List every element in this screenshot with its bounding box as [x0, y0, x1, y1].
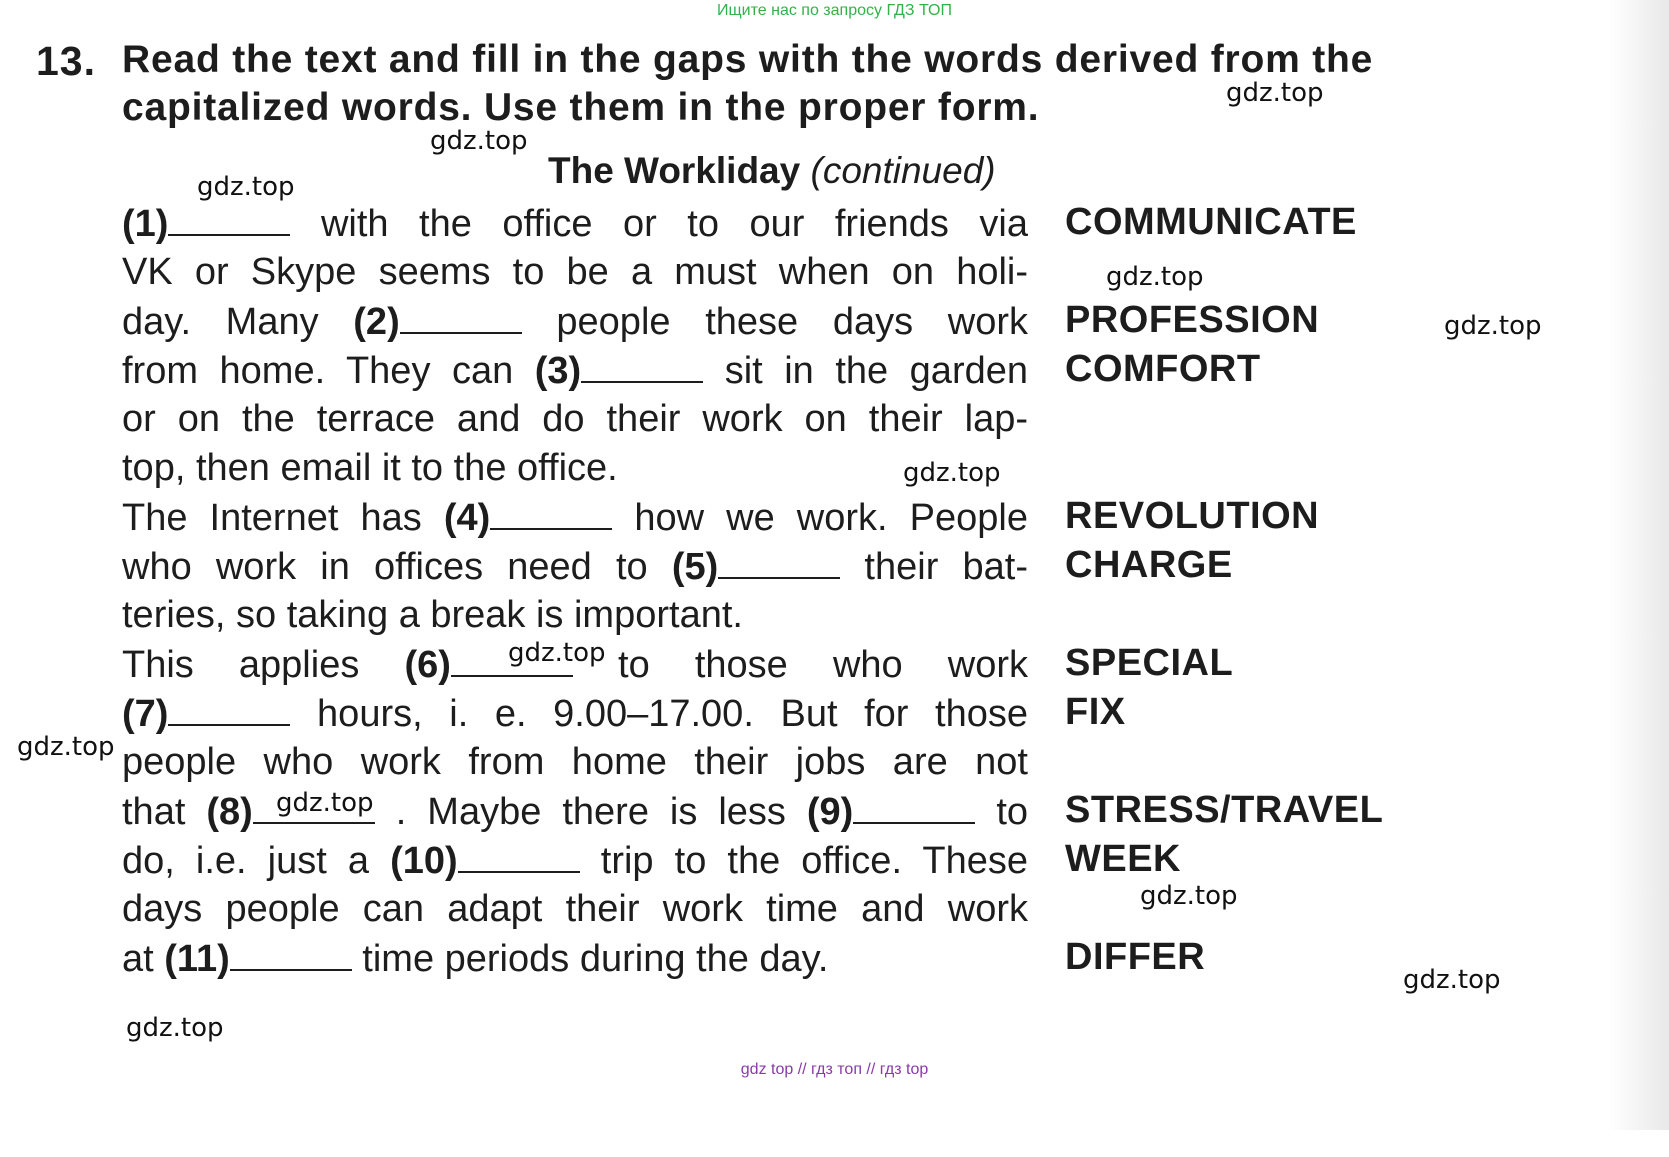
gap-blank[interactable]	[400, 298, 522, 334]
gap-number: (11)	[164, 938, 230, 980]
keyword: COMMUNICATE	[1065, 201, 1357, 243]
watermark-text: gdz.top	[197, 172, 295, 202]
title-continued: (continued)	[810, 150, 996, 191]
line-text: at	[122, 938, 165, 980]
line-text: that	[122, 791, 207, 833]
gap-number: (4)	[443, 497, 491, 539]
line-text: who work in offices need to	[122, 546, 672, 588]
line-text: to	[975, 791, 1029, 833]
watermark-text: gdz.top	[126, 1013, 224, 1043]
line-text: hours, i. e. 9.00–17.00. But for those	[290, 693, 1028, 735]
line-text: how we work. People	[612, 497, 1028, 539]
text-line	[122, 396, 1028, 442]
keyword: COMFORT	[1065, 348, 1261, 390]
line-text: sit in the garden	[703, 350, 1028, 392]
line-text: or on the terrace and do their work on their lap-	[122, 398, 1028, 440]
line-text: days people can adapt their work time and work	[122, 888, 1028, 930]
watermark-text: gdz.top	[17, 732, 115, 762]
gap-number: (5)	[671, 546, 719, 588]
watermark-text: gdz.top	[1403, 965, 1501, 995]
keyword: SPECIAL	[1065, 642, 1234, 684]
line-text: people who work from home their jobs are not	[122, 741, 1028, 783]
watermark-text: gdz.top	[508, 638, 606, 668]
gap-blank[interactable]	[490, 494, 612, 530]
gap-blank[interactable]	[581, 347, 703, 383]
keyword: DIFFER	[1065, 936, 1206, 978]
keyword: STRESS/TRAVEL	[1065, 789, 1384, 831]
text-line	[122, 690, 1028, 737]
keyword: CHARGE	[1065, 544, 1233, 586]
line-text: top, then email it to the office.	[122, 447, 618, 489]
text-line	[122, 347, 1028, 394]
text-line	[122, 200, 1028, 247]
gap-number: (8)	[206, 791, 253, 833]
gap-blank[interactable]	[853, 788, 975, 824]
text-line	[122, 886, 1028, 932]
line-text: their bat-	[840, 546, 1028, 588]
instruction-line-2: capitalized words. Use them in the proper form.	[122, 86, 1040, 129]
gap-number: (3)	[534, 350, 582, 392]
gap-blank[interactable]	[458, 837, 580, 873]
line-text: people these days work	[521, 301, 1028, 343]
title-main: The Workliday	[548, 150, 801, 191]
line-text: trip to the office. These	[579, 840, 1029, 882]
page-edge-shadow	[1609, 0, 1669, 1130]
text-line	[122, 788, 1028, 835]
line-text: day. Many	[122, 301, 354, 343]
line-text: to those who work	[572, 644, 1029, 686]
footer-banner: gdz top // гдз топ // гдз top	[740, 1061, 929, 1078]
watermark-text: gdz.top	[276, 788, 374, 818]
gap-number: (9)	[806, 791, 854, 833]
keyword: PROFESSION	[1065, 299, 1320, 341]
task-number: 13.	[36, 38, 96, 84]
gap-number: (2)	[353, 301, 400, 343]
watermark-text: gdz.top	[1140, 881, 1238, 911]
gap-blank[interactable]	[168, 200, 290, 236]
line-text: time periods during the day.	[351, 938, 829, 980]
text-line	[122, 837, 1028, 884]
watermark-text: gdz.top	[1226, 78, 1324, 108]
gap-number: (10)	[390, 840, 458, 882]
line-text: with the office or to our friends via	[290, 203, 1028, 245]
gap-blank[interactable]	[230, 935, 352, 971]
gap-blank[interactable]	[718, 543, 840, 579]
text-line	[122, 298, 1028, 345]
line-text: This applies	[122, 644, 405, 686]
line-text: teries, so taking a break is important.	[122, 594, 743, 636]
text-title	[548, 150, 996, 192]
watermark-text: gdz.top	[1106, 262, 1204, 292]
text-line	[122, 494, 1028, 541]
line-text: VK or Skype seems to be a must when on holi-	[122, 251, 1028, 293]
line-text: from home. They can	[122, 350, 535, 392]
line-text: The Internet has	[122, 497, 444, 539]
keyword: WEEK	[1065, 838, 1181, 880]
text-line	[122, 935, 1028, 982]
gap-number: (1)	[122, 203, 169, 245]
text-line	[122, 592, 1028, 638]
watermark-text: gdz.top	[903, 458, 1001, 488]
gap-number: (6)	[404, 644, 451, 686]
gap-number: (7)	[122, 693, 169, 735]
text-line	[122, 739, 1028, 785]
keyword: FIX	[1065, 691, 1126, 733]
text-line	[122, 543, 1028, 590]
line-text: . Maybe there is less	[374, 791, 807, 833]
instruction-line-1: Read the text and fill in the gaps with the words derived from the	[122, 38, 1374, 81]
watermark-text: gdz.top	[430, 126, 528, 156]
keyword: REVOLUTION	[1065, 495, 1320, 537]
top-banner: Ищите нас по запросу ГДЗ ТОП	[717, 2, 952, 19]
gap-blank[interactable]	[168, 690, 290, 726]
text-line	[122, 445, 1028, 491]
line-text: do, i.e. just a	[122, 840, 391, 882]
text-line	[122, 249, 1028, 295]
watermark-text: gdz.top	[1444, 311, 1542, 341]
